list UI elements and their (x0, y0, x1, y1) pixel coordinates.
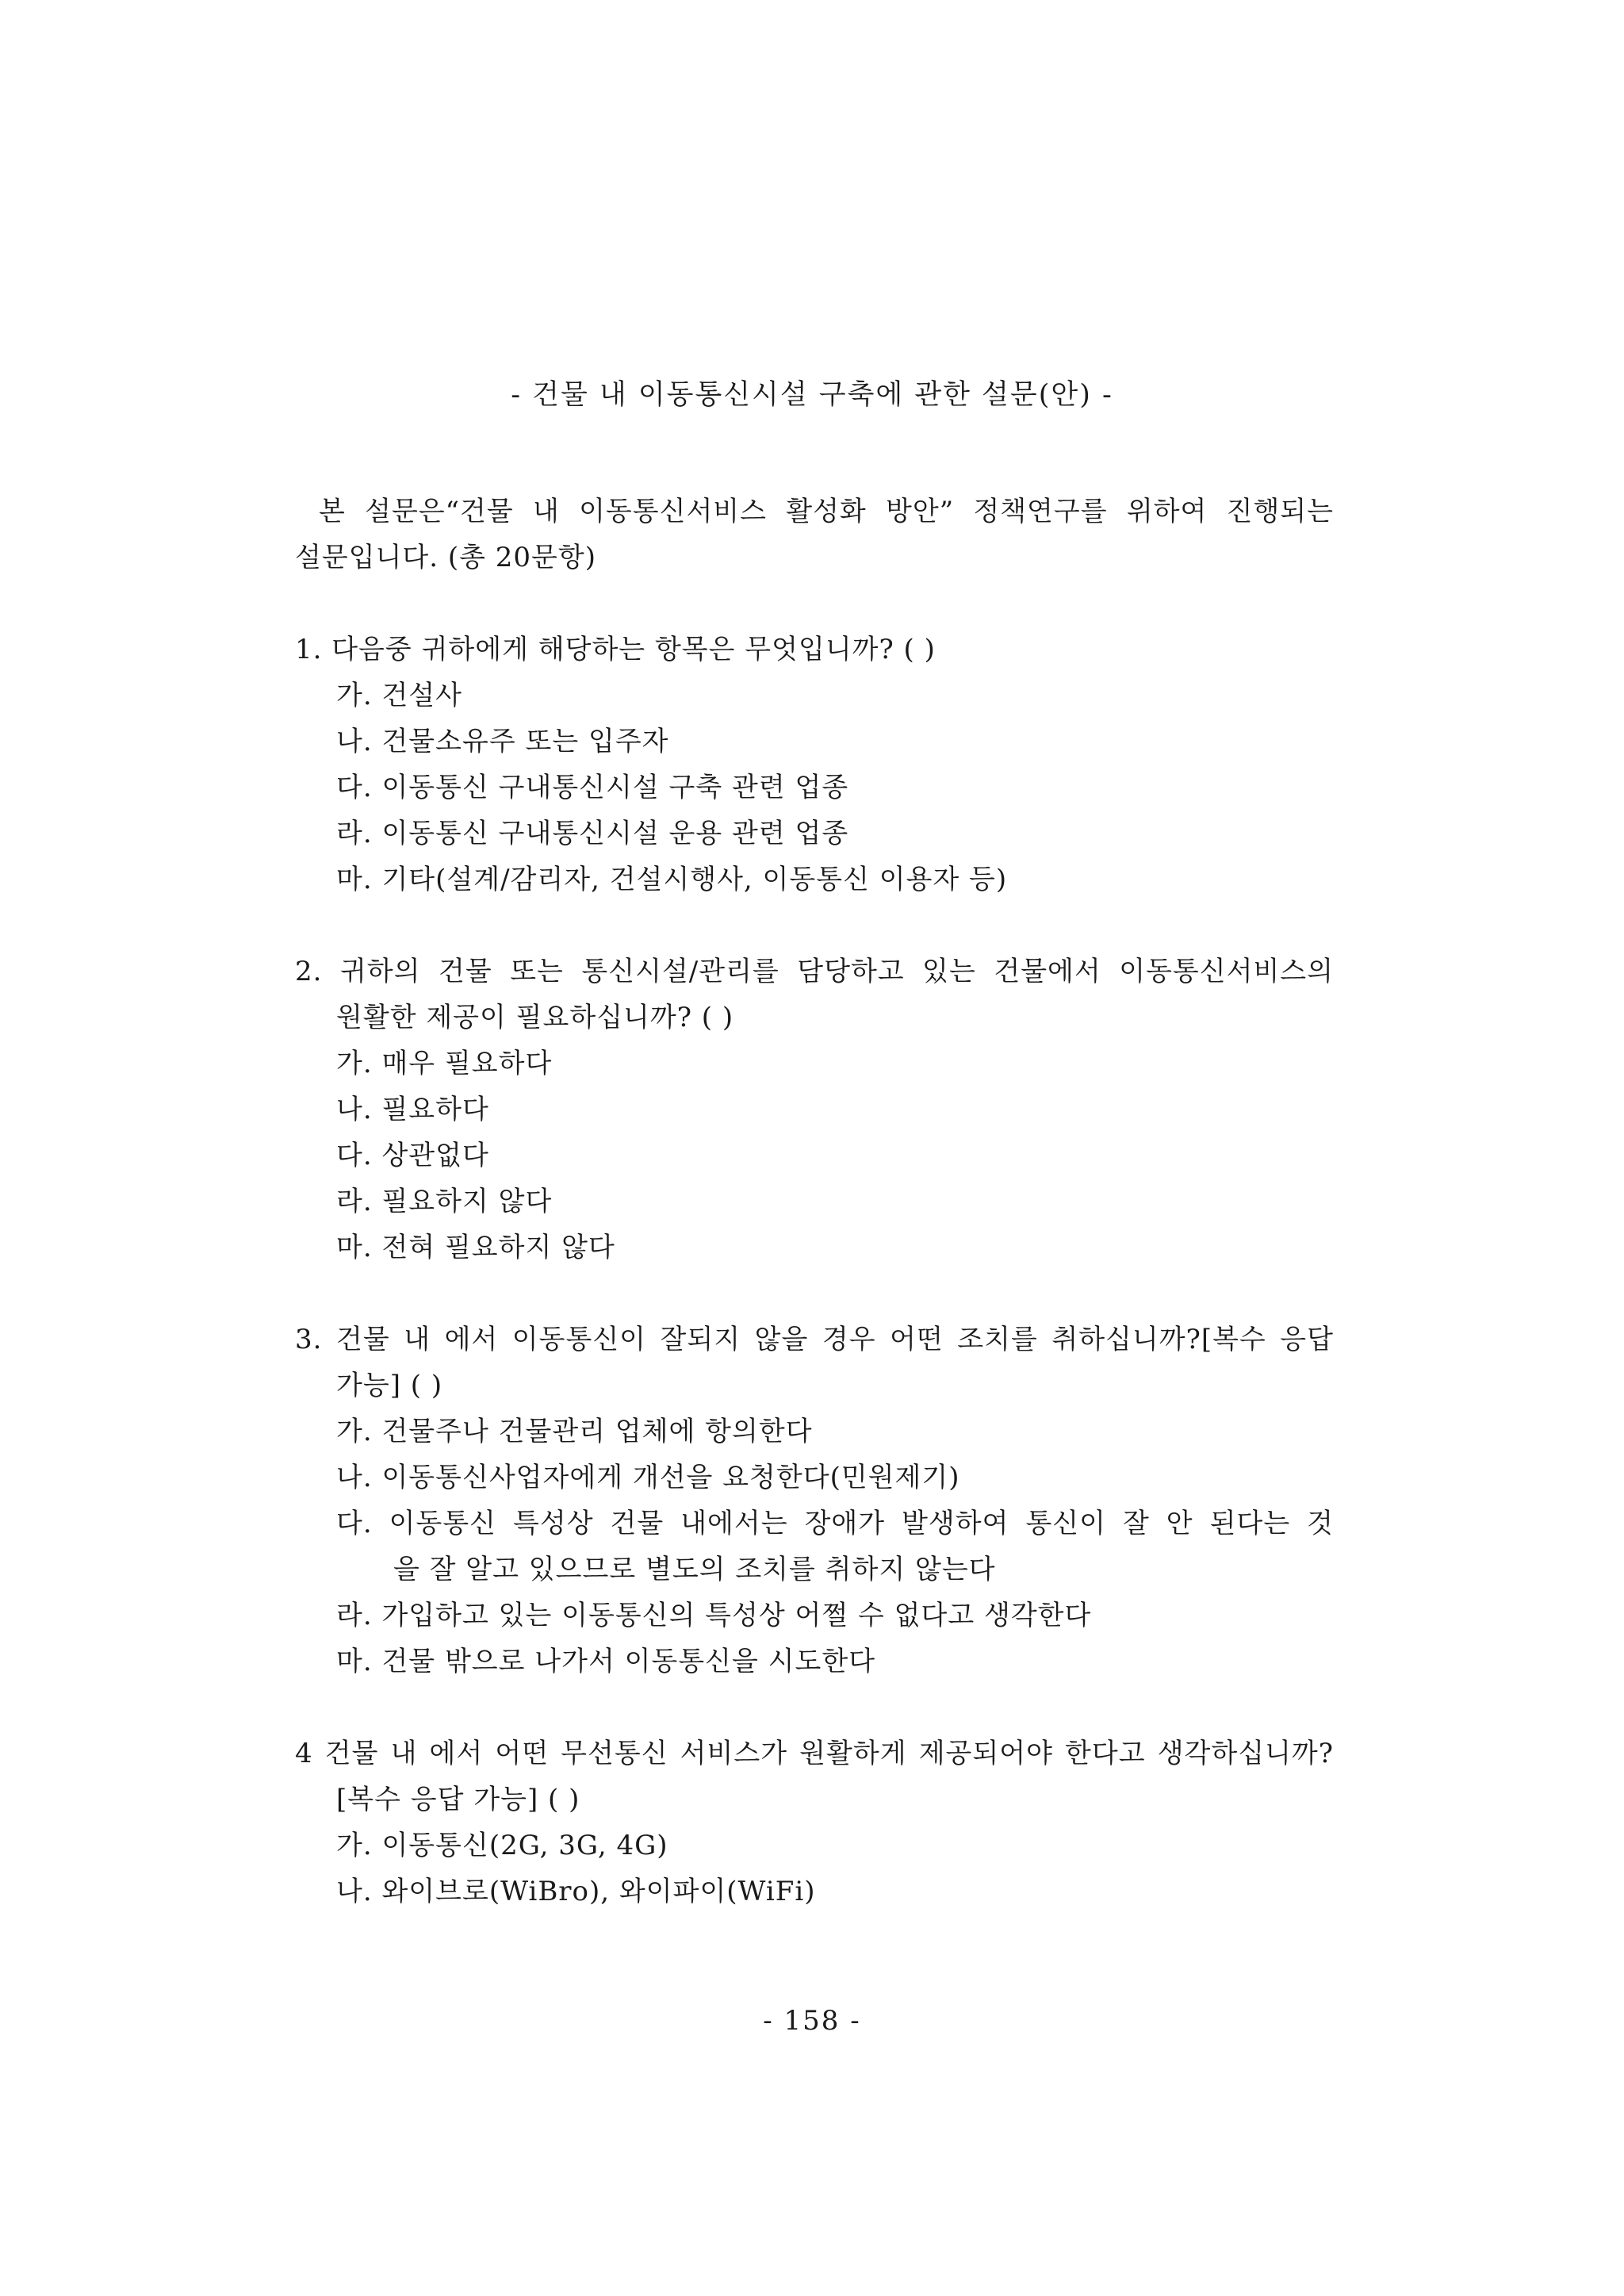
page-number: - 158 - (763, 2005, 861, 2037)
question-1-option-c: 다. 이동통신 구내통신시설 구축 관련 업종 (336, 772, 849, 803)
question-2-text-cont: 원활한 제공이 필요하십니까? ( ) (336, 1002, 734, 1033)
question-4-option-a: 가. 이동통신(2G, 3G, 4G) (336, 1830, 668, 1861)
question-2-option-d: 라. 필요하지 않다 (336, 1186, 553, 1217)
question-1-option-d: 라. 이동통신 구내통신시설 운용 관련 업종 (336, 818, 849, 849)
question-2-text: 2. 귀하의 건물 또는 통신시설/관리를 담당하고 있는 건물에서 이동통신서비스의 (295, 956, 1334, 987)
intro-line-1: 본 설문은“건물 내 이동통신서비스 활성화 방안” 정책연구를 위하여 진행되는 (319, 496, 1334, 527)
question-4-text-cont: [복수 응답 가능] ( ) (336, 1784, 580, 1815)
question-3-text: 3. 건물 내 에서 이동통신이 잘되지 않을 경우 어떤 조치를 취하십니까?[복수 응답 (295, 1324, 1334, 1355)
question-2-option-b: 나. 필요하다 (336, 1094, 489, 1125)
question-4-option-b: 나. 와이브로(WiBro), 와이파이(WiFi) (336, 1876, 816, 1907)
question-2-option-c: 다. 상관없다 (336, 1140, 489, 1171)
intro-line-2: 설문입니다. (총 20문항) (295, 542, 596, 573)
question-3-option-c: 다. 이동통신 특성상 건물 내에서는 장애가 발생하여 통신이 잘 안 된다는 것 (336, 1508, 1334, 1539)
question-1-option-a: 가. 건설사 (336, 680, 462, 711)
question-3-text-cont: 가능] ( ) (336, 1370, 443, 1401)
question-1-text: 1. 다음중 귀하에게 해당하는 항목은 무엇입니까? ( ) (295, 634, 936, 665)
question-3-option-d: 라. 가입하고 있는 이동통신의 특성상 어쩔 수 없다고 생각한다 (336, 1600, 1092, 1631)
question-3-option-c-cont: 을 잘 알고 있으므로 별도의 조치를 취하지 않는다 (393, 1554, 996, 1585)
question-1-option-e: 마. 기타(설계/감리자, 건설시행사, 이동통신 이용자 등) (336, 864, 1008, 895)
question-2-option-e: 마. 전혀 필요하지 않다 (336, 1232, 615, 1263)
question-3-option-a: 가. 건물주나 건물관리 업체에 항의한다 (336, 1416, 813, 1447)
question-1-option-b: 나. 건물소유주 또는 입주자 (336, 726, 669, 757)
survey-title: - 건물 내 이동통신시설 구축에 관한 설문(안) - (511, 379, 1113, 411)
question-3-option-b: 나. 이동통신사업자에게 개선을 요청한다(민원제기) (336, 1462, 960, 1493)
question-4-text: 4 건물 내 에서 어떤 무선통신 서비스가 원활하게 제공되어야 한다고 생각하십니까? (295, 1738, 1334, 1769)
question-3-option-e: 마. 건물 밖으로 나가서 이동통신을 시도한다 (336, 1646, 876, 1677)
question-2-option-a: 가. 매우 필요하다 (336, 1048, 553, 1079)
